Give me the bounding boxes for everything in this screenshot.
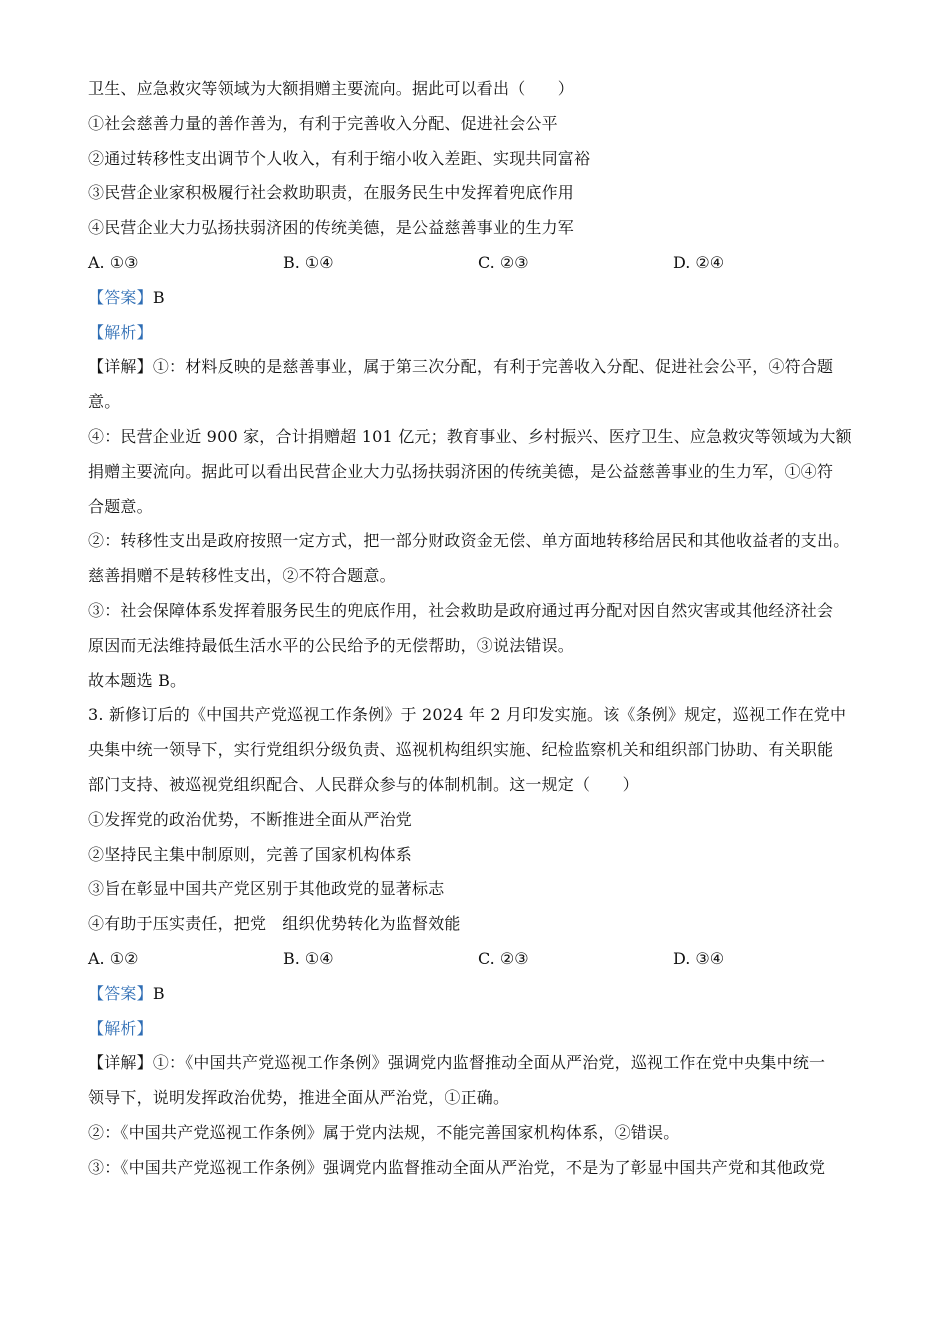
- q3-detail-text: ①：《中国共产党巡视工作条例》强调党内监督推动全面从严治党，巡视工作在党中央集中统一: [152, 1053, 826, 1073]
- q3-statement-3: ③旨在彰显中国共产党区别于其他政党的显著标志: [88, 879, 445, 899]
- q3-analysis-line: [88, 1012, 872, 1047]
- question3-stem-line: 3. 新修订后的《中国共产党巡视工作条例》于 2024 年 2 月印发实施。该《条例》规定，巡视工作在党中: [88, 705, 847, 725]
- option-b: B. ①④: [283, 252, 334, 272]
- q3-option-c: C. ②③: [478, 948, 529, 968]
- q3-analysis-label: 【解析】: [88, 1018, 153, 1038]
- q3-statement-1: ①发挥党的政治优势，不断推进全面从严治党: [88, 809, 413, 829]
- document-content: [88, 72, 872, 1186]
- analysis-label: 【解析】: [88, 322, 153, 342]
- detail-line: ③：社会保障体系发挥着服务民生的兜底作用，社会救助是政府通过再分配对因自然灾害或其他经济社会: [88, 600, 834, 620]
- detail-line: 原因而无法维持最低生活水平的公民给予的无偿帮助，③说法错误。: [88, 635, 575, 655]
- detail-line: 意。: [88, 392, 121, 412]
- detail-line: [88, 350, 872, 385]
- q3-detail-line: 领导下，说明发挥政治优势，推进全面从严治党，①正确。: [88, 1088, 510, 1108]
- answer-label: 【答案】: [88, 287, 153, 307]
- statement-3: ③民营企业家积极履行社会救助职责，在服务民生中发挥着兜底作用: [88, 183, 575, 203]
- statement-1: ①社会慈善力量的善作善为，有利于完善收入分配、促进社会公平: [88, 113, 558, 133]
- option-d: D. ②④: [673, 252, 725, 272]
- statement-2: ②通过转移性支出调节个人收入，有利于缩小收入差距、实现共同富裕: [88, 148, 591, 168]
- conclusion-line: 故本题选 B。: [88, 670, 187, 690]
- detail-line: ②：转移性支出是政府按照一定方式，把一部分财政资金无偿、单方面地转移给居民和其他收益者的支出。: [88, 531, 850, 551]
- q3-detail-line: ③：《中国共产党巡视工作条例》强调党内监督推动全面从严治党，不是为了彰显中国共产党和其他政党: [88, 1157, 826, 1177]
- q3-answer-line: [88, 977, 872, 1012]
- question3-stem-line: 央集中统一领导下，实行党组织分级负责、巡视机构组织实施、纪检监察机关和组织部门协助、有关职能: [88, 740, 834, 760]
- q3-option-d: D. ③④: [673, 948, 725, 968]
- detail-text: ①：材料反映的是慈善事业，属于第三次分配，有利于完善收入分配、促进社会公平，④符合题: [152, 357, 834, 377]
- analysis-line: [88, 316, 872, 351]
- detail-line: ④：民营企业近 900 家，合计捐赠超 101 亿元；教育事业、乡村振兴、医疗卫生、应急救灾等领域为大额: [88, 426, 852, 446]
- answer-options: [88, 246, 872, 281]
- question-stem-line: 卫生、应急救灾等领域为大额捐赠主要流向。据此可以看出（ ）: [88, 79, 575, 98]
- q3-answer-label: 【答案】: [88, 983, 153, 1003]
- q3-detail-label: 【详解】: [88, 1053, 153, 1073]
- detail-line: 捐赠主要流向。据此可以看出民营企业大力弘扬扶弱济困的传统美德，是公益慈善事业的生力军，①④符: [88, 461, 834, 481]
- q3-answer-value: B: [152, 983, 165, 1003]
- question3-stem-line: 部门支持、被巡视党组织配合、人民群众参与的体制机制。这一规定（ ）: [88, 774, 639, 794]
- answer-value: B: [152, 287, 165, 307]
- detail-line: 合题意。: [88, 496, 153, 516]
- detail-label: 【详解】: [88, 357, 153, 377]
- statement-4: ④民营企业大力弘扬扶弱济困的传统美德，是公益慈善事业的生力军: [88, 218, 575, 238]
- q3-statement-4: ④有助于压实责任，把党 组织优势转化为监督效能: [88, 914, 461, 934]
- q3-option-b: B. ①④: [283, 948, 334, 968]
- q3-detail-line: ②：《中国共产党巡视工作条例》属于党内法规，不能完善国家机构体系，②错误。: [88, 1122, 680, 1142]
- answer-line: [88, 281, 872, 316]
- q3-detail-line: [88, 1046, 872, 1081]
- option-a: A. ①③: [88, 252, 139, 272]
- q3-answer-options: [88, 942, 872, 977]
- q3-option-a: A. ①②: [88, 948, 139, 968]
- option-c: C. ②③: [478, 252, 529, 272]
- q3-statement-2: ②坚持民主集中制原则，完善了国家机构体系: [88, 844, 413, 864]
- detail-line: 慈善捐赠不是转移性支出，②不符合题意。: [88, 566, 396, 586]
